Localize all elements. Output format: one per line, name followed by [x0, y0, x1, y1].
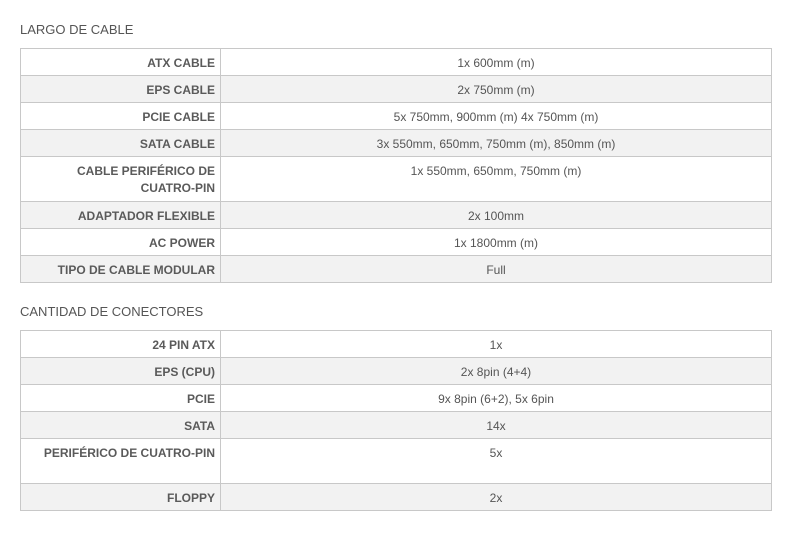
connector-count-table [20, 330, 772, 511]
row-label: ATX CABLE [21, 49, 221, 76]
row-value: 2x [221, 484, 772, 511]
table-row [21, 76, 772, 103]
row-value: 2x 8pin (4+4) [221, 358, 772, 385]
row-value: 5x 750mm, 900mm (m) 4x 750mm (m) [221, 103, 772, 130]
row-label: SATA [21, 412, 221, 439]
row-value: 1x [221, 331, 772, 358]
table-row [21, 256, 772, 283]
table-row [21, 229, 772, 256]
table-row [21, 331, 772, 358]
row-label: PERIFÉRICO DE CUATRO-PIN [21, 439, 221, 484]
connector-count-section [20, 304, 772, 511]
table-row [21, 358, 772, 385]
table-row [21, 130, 772, 157]
row-label: TIPO DE CABLE MODULAR [21, 256, 221, 283]
row-label: SATA CABLE [21, 130, 221, 157]
row-label: 24 PIN ATX [21, 331, 221, 358]
row-value: 2x 750mm (m) [221, 76, 772, 103]
row-value: 2x 100mm [221, 202, 772, 229]
row-value: 14x [221, 412, 772, 439]
row-value: 1x 550mm, 650mm, 750mm (m) [221, 157, 772, 202]
row-label: FLOPPY [21, 484, 221, 511]
table-row [21, 49, 772, 76]
row-value: 1x 600mm (m) [221, 49, 772, 76]
row-label: ADAPTADOR FLEXIBLE [21, 202, 221, 229]
row-label: EPS (CPU) [21, 358, 221, 385]
row-label: PCIE [21, 385, 221, 412]
row-value: Full [221, 256, 772, 283]
cable-length-title: LARGO DE CABLE [20, 22, 134, 37]
row-label: PCIE CABLE [21, 103, 221, 130]
table-row [21, 439, 772, 484]
connector-count-title: CANTIDAD DE CONECTORES [20, 304, 204, 319]
row-label: AC POWER [21, 229, 221, 256]
row-value: 9x 8pin (6+2), 5x 6pin [221, 385, 772, 412]
table-row [21, 157, 772, 202]
table-row [21, 412, 772, 439]
cable-length-table [20, 48, 772, 283]
row-label: EPS CABLE [21, 76, 221, 103]
cable-length-section [20, 22, 772, 283]
table-row [21, 385, 772, 412]
table-row [21, 484, 772, 511]
table-row [21, 103, 772, 130]
table-row [21, 202, 772, 229]
row-value: 1x 1800mm (m) [221, 229, 772, 256]
row-label: CABLE PERIFÉRICO DE CUATRO-PIN [21, 157, 221, 202]
row-value: 5x [221, 439, 772, 484]
row-value: 3x 550mm, 650mm, 750mm (m), 850mm (m) [221, 130, 772, 157]
